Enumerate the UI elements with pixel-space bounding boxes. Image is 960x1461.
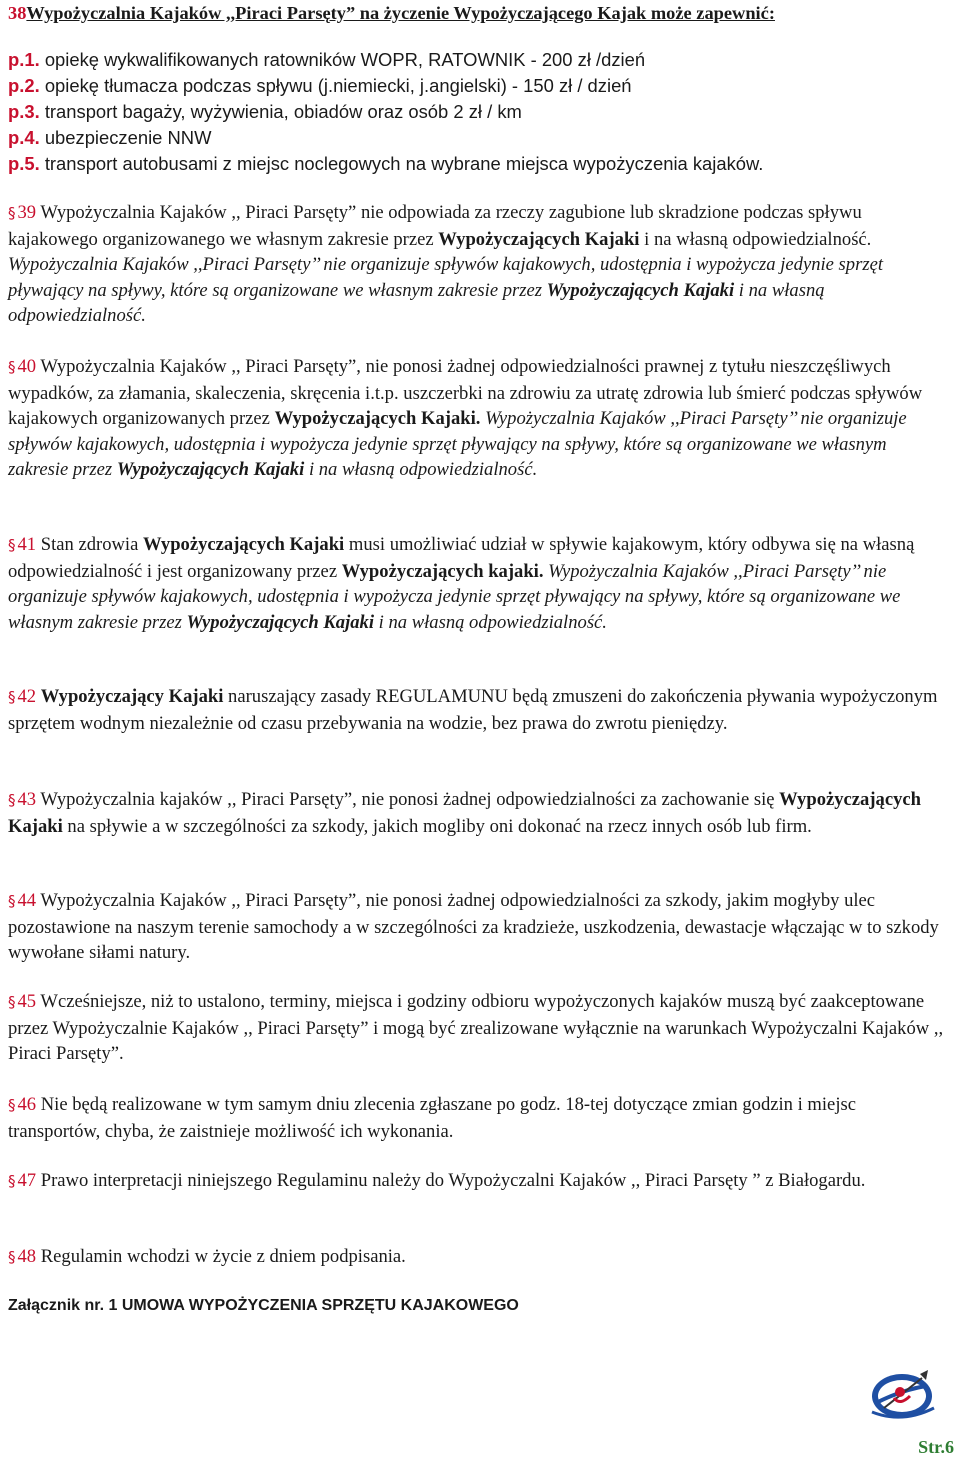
section-bold-text: Wypożyczający Kajaki — [40, 686, 224, 707]
option-text: transport bagaży, wyżywienia, obiadów oraz osób 2 zł / km — [44, 101, 522, 122]
section-number: 48 — [17, 1246, 37, 1267]
option-item — [8, 125, 948, 151]
section-text: i na własną odpowiedzialność. — [644, 228, 872, 250]
section-40 — [8, 354, 948, 483]
section-text: Wypożyczalnia Kajaków ,, Piraci Parsęty”, nie ponosi żadnej odpowiedzialności za szkody, jakim mogłyby ulec pozostawione na naszym terenie samochody a w szczególności za kradzieże, uszkodzenia, dewastacje włączając w to szkody wywołane siłami natury. — [8, 890, 939, 963]
section-sign-icon: § — [8, 358, 16, 376]
page-number: Str.6 — [918, 1437, 954, 1457]
section-text: Wypożyczalnia Kajaków ,, Piraci Parsęty” nie odpowiada za rzeczy zagubione lub skradzione podczas spływu kajakowego organizowanego we własnym zakresie przez — [8, 202, 862, 250]
section-number: 41 — [17, 534, 37, 555]
section-42 — [8, 684, 948, 736]
section-38-title: Wypożyczalnia Kajaków ,,Piraci Parsęty” na życzenie Wypożyczającego Kajak może zapewnić: — [26, 3, 775, 23]
section-sign-icon: § — [8, 993, 16, 1011]
options-list — [8, 47, 948, 177]
section-text: Regulamin wchodzi w życie z dniem podpisania. — [40, 1246, 406, 1267]
section-sign-icon: § — [8, 204, 16, 222]
section-sign-icon: § — [8, 892, 16, 910]
section-sign-icon: § — [8, 1248, 16, 1266]
section-bold-text: Wypożyczających Kajaki — [546, 279, 735, 301]
option-number: p.1. — [8, 49, 40, 70]
section-38-header — [8, 2, 958, 24]
section-bold-text: Wypożyczających kajaki. — [341, 560, 544, 582]
section-text: Wypożyczalnia kajaków ,, Piraci Parsęty”, nie ponosi żadnej odpowiedzialności za zachowanie się — [40, 789, 775, 810]
section-italic-text: Wypożyczalnia Kajaków ,,Piraci Parsęty’’ nie organizuje spływów kajakowych, udostępnia i wypożycza jedynie sprzęt pływający na spływy, które są organizowane we własnym zakresie przez — [8, 254, 883, 301]
option-number: p.4. — [8, 127, 40, 148]
section-41 — [8, 532, 948, 635]
section-38-number: 38 — [8, 3, 27, 23]
section-number: 47 — [17, 1170, 37, 1191]
section-text: Stan zdrowia — [40, 534, 139, 555]
option-text: transport autobusami z miejsc noclegowych na wybrane miejsca wypożyczenia kajaków. — [44, 153, 764, 174]
section-bold-text: Wypożyczających Kajaki — [438, 228, 640, 250]
section-sign-icon: § — [8, 1096, 16, 1114]
section-number: 40 — [17, 356, 37, 377]
option-item — [8, 99, 948, 125]
option-text: opiekę wykwalifikowanych ratowników WOPR, RATOWNIK - 200 zł /dzień — [44, 49, 646, 70]
option-item — [8, 151, 948, 177]
section-text: Wcześniejsze, niż to ustalono, terminy, miejsca i godziny odbioru wypożyczonych kajaków muszą być zaakceptowane przez Wypożyczalnie Kajaków ,, Piraci Parsęty” i mogą być zrealizowane wyłącznie na warunkach Wypożyczalni Kajaków ,, Piraci Parsęty”. — [8, 991, 944, 1064]
section-text: naruszający zasady REGULAMUNU będą zmuszeni do zakończenia pływania wypożyczonym sprzętem wodnym niezależnie od czasu przebywania na wodzie, bez prawa do zwrotu pieniędzy. — [8, 686, 938, 734]
section-number: 44 — [17, 890, 37, 911]
section-number: 46 — [17, 1094, 37, 1115]
section-number: 42 — [17, 686, 37, 707]
section-text: Wypożyczalnia Kajaków ,, Piraci Parsęty”, nie ponosi żadnej odpowiedzialności prawnej z tytułu nieszczęśliwych wypadków, za złamania, skaleczenia, skręcenia i.t.p. uszczerbki na zdrowiu za utratę zdrowia lub śmierć podczas spływów kajakowych organizowanych przez — [8, 356, 923, 429]
section-45 — [8, 989, 948, 1067]
option-item — [8, 73, 948, 99]
section-number: 45 — [17, 991, 37, 1012]
section-bold-text: Wypożyczających Kajaki — [116, 459, 305, 480]
section-italic-text: i na własną odpowiedzialność. — [308, 459, 538, 480]
section-sign-icon: § — [8, 791, 16, 809]
section-text: Prawo interpretacji niniejszego Regulaminu należy do Wypożyczalni Kajaków ,, Piraci Parsęty ” z Białogardu. — [40, 1170, 866, 1191]
section-number: 43 — [17, 789, 37, 810]
option-text: ubezpieczenie NNW — [44, 127, 212, 148]
section-48 — [8, 1244, 948, 1271]
option-number: p.2. — [8, 75, 40, 96]
section-italic-text: Wypożyczalnia Kajaków ,,Piraci Parsęty’’ nie organizuje spływów kajakowych, udostępnia i wypożycza jedynie sprzęt pływający na spływy, które są organizowane we własnym zakresie przez — [8, 560, 901, 633]
kayak-logo-icon — [864, 1362, 940, 1424]
section-bold-text: Wypożyczających Kajaki — [8, 789, 921, 837]
option-number: p.5. — [8, 153, 40, 174]
section-text: na spływie a w szczególności za szkody, jakich mogliby oni dokonać na rzecz innych osób lub firm. — [67, 815, 812, 837]
section-number: 39 — [17, 202, 37, 223]
section-bold-text: Wypożyczających Kajaki — [186, 611, 374, 633]
option-item — [8, 47, 948, 73]
section-sign-icon: § — [8, 536, 16, 554]
section-italic-text: i na własną odpowiedzialność. — [378, 611, 607, 633]
section-text: Nie będą realizowane w tym samym dniu zlecenia zgłaszane po godz. 18-tej dotyczące zmian godzin i miejsc transportów, chyba, że zaistnieje możliwość ich wykonania. — [8, 1094, 856, 1142]
section-43 — [8, 787, 948, 839]
section-italic-text: i na własną odpowiedzialność. — [8, 279, 825, 326]
section-39 — [8, 200, 948, 329]
section-text: musi umożliwiać udział w spływie kajakowym, który odbywa się na własną odpowiedzialność i jest organizowany przez — [8, 534, 915, 582]
section-bold-text: Wypożyczających Kajaki — [143, 534, 345, 555]
section-italic-text: Wypożyczalnia Kajaków ,,Piraci Parsęty’’ nie organizuje spływów kajakowych, udostępnia i wypożycza jedynie sprzęt pływający na spływy, które są organizowane we własnym zakresie przez — [8, 408, 907, 480]
option-text: opiekę tłumacza podczas spływu (j.niemiecki, j.angielski) - 150 zł / dzień — [44, 75, 632, 96]
section-sign-icon: § — [8, 1172, 16, 1190]
section-46 — [8, 1092, 948, 1144]
section-47 — [8, 1168, 948, 1195]
option-number: p.3. — [8, 101, 40, 122]
section-44 — [8, 888, 948, 966]
attachment-heading: Załącznik nr. 1 UMOWA WYPOŻYCZENIA SPRZĘTU KAJAKOWEGO — [8, 1297, 519, 1314]
section-bold-text: Wypożyczających Kajaki. — [274, 408, 481, 429]
section-sign-icon: § — [8, 688, 16, 706]
